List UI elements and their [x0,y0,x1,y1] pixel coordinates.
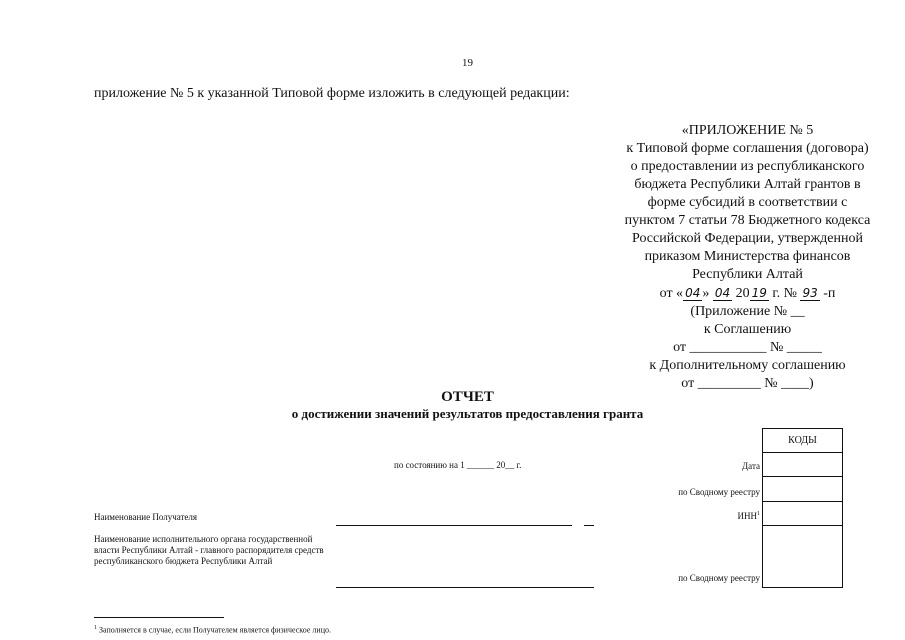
inn-text: ИНН [737,511,757,521]
registry-label-1: по Сводному реестру [678,487,760,497]
code-registry-cell-2[interactable] [763,526,842,587]
authority-label: Наименование исполнительного органа государственной власти Республики Алтай - главного распорядителя средств республиканского бюджета Республики Алтай [94,534,324,566]
order-mid2: г. № [768,286,801,301]
order-reference [600,284,895,303]
footnote-mark: 1 [94,625,97,631]
inn-label [680,511,760,521]
order-suffix: -п [819,286,836,301]
intro-text: приложение № 5 к указанной Типовой форме изложить в следующей редакции: [94,86,570,101]
report-title: ОТЧЕТ [441,389,494,405]
recipient-underline-tail [584,525,594,526]
order-number: 93 [802,286,818,300]
page-number: 19 [462,57,473,69]
footnote [94,625,331,635]
code-registry-cell-1[interactable] [763,477,842,502]
appendix-number: (Приложение № __ [690,304,805,319]
appendix-line: Российской Федерации, утвержденной [632,231,863,246]
order-prefix: от « [659,286,684,301]
order-day: 04 [685,286,701,300]
to-additional-agreement: к Дополнительному соглашению [649,358,846,373]
appendix-line: приказом Министерства финансов [644,249,851,264]
footnote-divider [94,617,224,618]
report-subtitle: о достижении значений результатов предоставления гранта [291,406,644,421]
appendix-line: «ПРИЛОЖЕНИЕ № 5 [681,123,814,138]
recipient-label: Наименование Получателя [94,512,198,522]
order-mid1: » [702,286,713,301]
date-label: Дата [742,461,760,471]
codes-header: КОДЫ [763,429,842,453]
recipient-underline [336,525,572,526]
appendix-line: о предоставлении из республиканского [630,159,865,174]
appendix-header [600,122,895,393]
appendix-line: пунктом 7 статьи 78 Бюджетного кодекса [624,213,871,228]
appendix-line: бюджета Республики Алтай грантов в [634,177,861,192]
appendix-line: к Типовой форме соглашения (договора) [626,141,869,156]
footnote-text: Заполняется в случае, если Получателем является физическое лицо. [99,625,331,635]
order-year-prefix: 20 [732,286,750,301]
order-year: 19 [751,286,767,300]
authority-underline [336,587,594,588]
additional-agreement-reference: от _________ № ____) [681,376,814,391]
codes-table [762,428,843,588]
appendix-line: Республики Алтай [692,267,803,282]
inn-footnote-mark: 1 [757,511,760,517]
status-date: по состоянию на 1 ______ 20__ г. [394,460,522,470]
code-date-cell[interactable] [763,453,842,477]
to-agreement: к Соглашению [703,322,792,337]
registry-label-2: по Сводному реестру [678,573,760,583]
code-inn-cell[interactable] [763,502,842,526]
order-month: 04 [714,286,731,300]
appendix-line: форме субсидий в соответствии с [647,195,848,210]
agreement-reference: от ___________ № _____ [673,340,822,355]
